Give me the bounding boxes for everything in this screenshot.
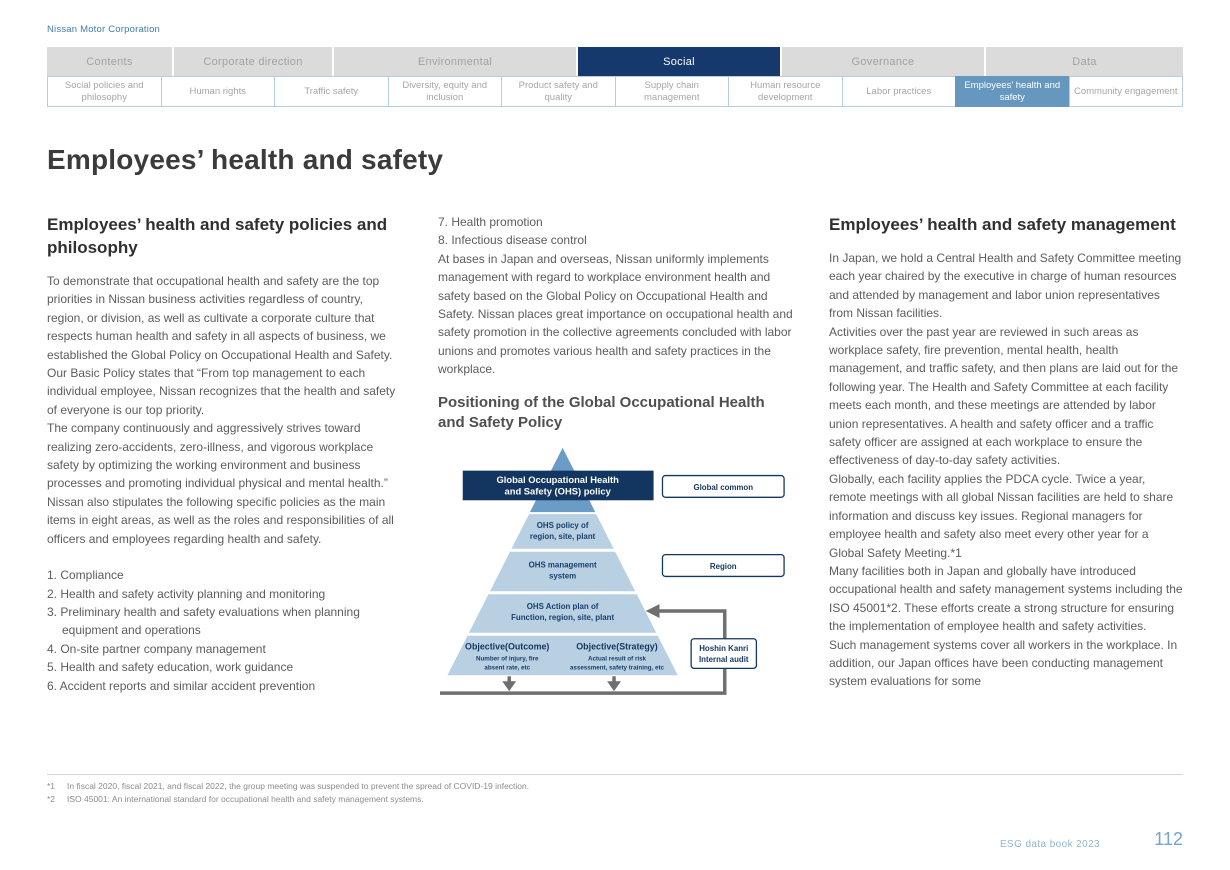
tab-contents[interactable]: Contents <box>47 47 172 76</box>
management-body <box>829 249 1184 691</box>
policy-band-text: and Safety (OHS) policy <box>504 485 611 497</box>
paragraph: To demonstrate that occupational health and safety are the top priorities in Nissan business activities regardless of country, region, or division, as well as cultivate a corporate culture that respects human health and safety in all aspects of business, we established the Global Policy on Occupational Health and Safety. <box>47 274 393 362</box>
footnote-mark: *2 <box>47 794 56 804</box>
objective-outcome-title: Objective(Outcome) <box>465 641 550 652</box>
internal-audit-label: Internal audit <box>698 654 749 664</box>
subtab-labor-practices[interactable]: Labor practices <box>842 76 957 107</box>
subtab-traffic-safety[interactable]: Traffic safety <box>274 76 389 107</box>
policies-body <box>47 272 402 695</box>
list-item: 5. Health and safety education, work guidance <box>47 660 294 675</box>
objective-strategy-text: assessment, safety training, etc <box>569 664 664 672</box>
objective-strategy-text: Actual result of risk <box>587 655 647 663</box>
subtab-social-policies[interactable]: Social policies and philosophy <box>47 76 162 107</box>
column-management <box>829 213 1184 706</box>
paragraph: Our Basic Policy states that “From top management to each individual employee, Nissan recognizes that the health and safety of everyone is our top priority. <box>47 366 396 417</box>
page-title: Employees’ health and safety <box>47 144 444 175</box>
policy-band-text: Global Occupational Health <box>496 473 619 485</box>
loop-arrow-left-icon <box>646 604 660 618</box>
column-policies <box>47 213 402 706</box>
tab-social[interactable]: Social <box>578 47 780 76</box>
footnotes <box>47 774 1183 806</box>
band-text: OHS policy of <box>536 520 589 530</box>
paragraph: In Japan, we hold a Central Health and Safety Committee meeting each year chaired by the executive in charge of human resources and attended by management and labor union representatives from Nissan facilities. <box>829 251 1182 321</box>
paragraph: Activities over the past year are reviewed in such areas as workplace safety, fire prevention, mental health, health management, and traffic safety, and then plans are laid out for the following year. The Health and Safety Committee at each facility meets each month, and these meetings are attended by labor union representatives. A health and safety officer and a traffic safety officer are assigned at each workplace to ensure the effectiveness of day-to-day safety activities. <box>829 324 1179 468</box>
region-label: Region <box>709 561 737 571</box>
objective-strategy-title: Objective(Strategy) <box>576 641 658 652</box>
footnote-text: In fiscal 2020, fiscal 2021, and fiscal 2022, the group meeting was suspended to prevent the spread of COVID-19 infection. <box>67 781 530 791</box>
list-item: 2. Health and safety activity planning and monitoring <box>47 586 326 601</box>
paragraph: Many facilities both in Japan and globally have introduced occupational health and safety management systems including the ISO 45001*2. These efforts create a strong structure for ensuring the implementation of employee health and safety activities. <box>829 563 1183 634</box>
tab-data[interactable]: Data <box>986 47 1183 76</box>
objective-outcome-text: Number of injury, fire <box>476 655 539 663</box>
band-text: system <box>549 571 577 581</box>
document-title: ESG data book 2023 <box>999 839 1100 850</box>
list-item: 8. Infectious disease control <box>438 233 587 248</box>
paragraph: At bases in Japan and overseas, Nissan uniformly implements management with regard to workplace environment health and safety based on the Global Policy on Occupational Health and Safety. Nissan places great importance on occupational health and safety promotion in the collective agreements concluded with labor unions and promotes various health and safety practices in the workplace. <box>438 251 793 377</box>
footnote-text: ISO 45001: An international standard for occupational health and safety management systems. <box>67 794 424 804</box>
paragraph: The company continuously and aggressively strives toward realizing zero-accidents, zero-illness, and vigorous workplace safety by optimizing the working environment and business processes and promoting individual physical and mental health.” <box>47 421 388 491</box>
diagram-title: Positioning of the Global Occupational Health and Safety Policy <box>438 393 765 431</box>
list-item: 7. Health promotion <box>438 215 543 229</box>
sub-tab-bar <box>47 76 1183 107</box>
subtab-community-engagement[interactable]: Community engagement <box>1069 76 1184 107</box>
global-common-label: Global common <box>693 482 754 492</box>
ohs-policy-pyramid-diagram <box>438 438 794 701</box>
subtab-human-resource[interactable]: Human resource development <box>728 76 843 107</box>
policy-list-7-8 <box>438 213 793 379</box>
list-item: 3. Preliminary health and safety evaluations when planning equipment and operations <box>47 604 360 638</box>
band-text: OHS management <box>528 560 597 570</box>
subtab-product-safety[interactable]: Product safety and quality <box>501 76 616 107</box>
paragraph: Nissan also stipulates the following specific policies as the main items in eight areas, as well as the roles and responsibilities of all officers and employees regarding health and safety. <box>47 494 394 546</box>
hoshin-kanri-label: Hoshin Kanri <box>699 643 749 653</box>
page-number: 112 <box>1154 829 1183 849</box>
brand-link[interactable]: Nissan Motor Corporation <box>47 24 161 35</box>
subtab-diversity-equity[interactable]: Diversity, equity and inclusion <box>388 76 503 107</box>
paragraph: Such management systems cover all workers in the workplace. In addition, our Japan offices have been conducting management system evaluations for some <box>829 637 1178 689</box>
footnote-2 <box>47 793 1183 806</box>
down-arrow-icon <box>502 681 516 691</box>
column-diagram <box>438 213 793 706</box>
footnote-mark: *1 <box>47 781 56 791</box>
subtab-employees-health-safety[interactable]: Employees' health and safety <box>955 76 1070 107</box>
list-item: 4. On-site partner company management <box>47 641 266 656</box>
policies-heading: Employees’ health and safety policies and philosophy <box>47 215 388 257</box>
paragraph: Globally, each facility applies the PDCA cycle. Twice a year, remote meetings with all global Nissan facilities are held to share information and discuss key issues. Regional managers for employee health and safety also meet every other year for a Global Safety Meeting.*1 <box>829 471 1174 560</box>
policy-list-1-6 <box>47 566 402 695</box>
band-text: Function, region, site, plant <box>511 612 615 622</box>
band-text: OHS Action plan of <box>526 601 599 611</box>
subtab-human-rights[interactable]: Human rights <box>161 76 276 107</box>
objective-outcome-text: absent rate, etc <box>484 664 531 672</box>
main-tab-bar <box>47 47 1183 76</box>
down-arrow-icon <box>607 681 621 691</box>
band-text: region, site, plant <box>529 531 596 541</box>
management-heading: Employees’ health and safety management <box>829 215 1176 234</box>
list-item: 6. Accident reports and similar accident prevention <box>47 678 316 693</box>
subtab-supply-chain[interactable]: Supply chain management <box>615 76 730 107</box>
list-item: 1. Compliance <box>47 568 124 583</box>
tab-environmental[interactable]: Environmental <box>334 47 576 76</box>
tab-governance[interactable]: Governance <box>782 47 984 76</box>
tab-corporate-direction[interactable]: Corporate direction <box>174 47 332 76</box>
footnote-1 <box>47 780 1183 793</box>
